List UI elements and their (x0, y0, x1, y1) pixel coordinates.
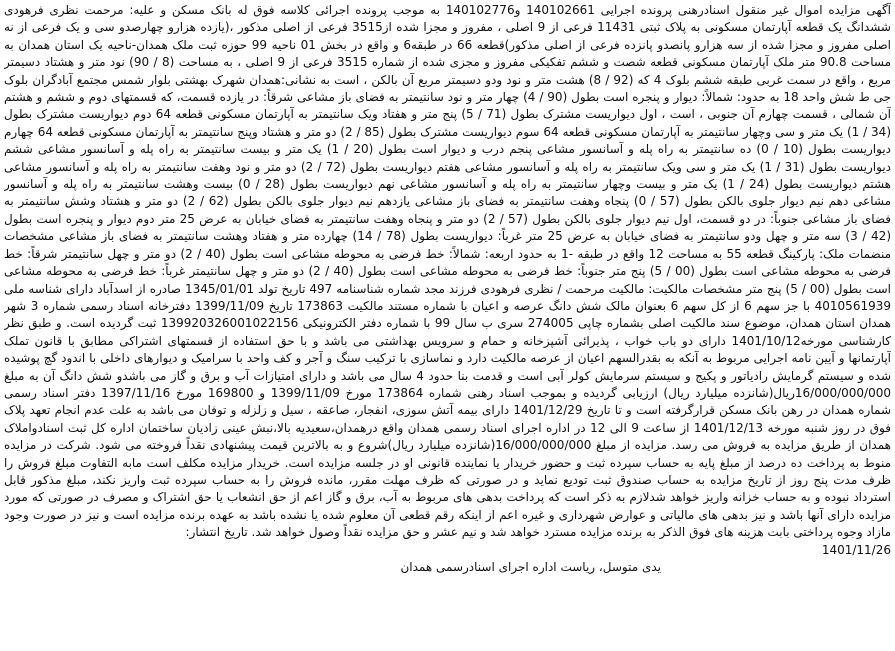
publish-date: 1401/11/26 (821, 542, 891, 557)
notice-body-text: آگهی مزایده اموال غیر منقول اسنادرهنی پرونده اجرایی 140102661 و140102776 به موجب پرونده اجرائی کلاسه فوق له بانک مسکن و علیه: مرحمت نظری فرهودی ششدانگ یک قطعه آپارتمان مسکونی به پلاک ثبتی 11431 فرعی از 9 اصلی ، مفروز و مجزا شده از3515 فرعی از اصلی مذکور ،(یازده هزارو چهارصدو سی و یک فرعی از نه اصلی مفروز و مجزا شده از سه هزارو پانصدو پانزده فرعی از اصلی مذکور)قطعه 66 در طبقه6 و واقع در بخش 01 ناحیه 99 حوزه ثبت ملک همدان-ناحیه یک استان همدان به مساحت 90.8 متر ملک آپارتمان مسکونی قطعه شصت و ششم تفکیکی مفروز و مجزی شده از شماره 3515 فرعی از 9 اصلی ، به مساحت (8 / 90) نود متر و هشتاد دسیمتر مربع ، واقع در سمت غربی طبقه ششم بلوک 4 که (92 / 8) هشت متر و نود ودو دسیمتر مربع آن بالکن ، است به نشانی:همدان شهرک بهشتی بلوار شمس مجتمع آبادگران بلوک جی ط شش واحد 18 به حدود: شمالاً: دیوار و پنجره است بطول (90 / 4) چهار متر و نود سانتیمتر به فضای باز مشاعی شرقاً: در یازده قسمت، که قسمتهای دوم و ششم و هشتم آن شمالی ، قسمت چهارم آن جنوبی ، است ، اول دیواریست مشترک بطول (71 / 5) پنج متر و هفتاد ویک سانتیمتر به آپارتمان مسکونی قطعه 64 دوم دیواریست مشترک بطول (34 / 1) یک متر و سی وچهار سانتیمتر به آپارتمان مسکونی قطعه 64 سوم دیواریست مشترک بطول (85 / 2) دو متر و هشتاد وپنج سانتیمتر به آپارتمان مسکونی قطعه 64 چهارم دیواریست بطول (10 / 0) ده سانتیمتر به راه پله و آسانسور مشاعی پنجم درب و دیوار است بطول (20 / 1) یک متر و بیست سانتیمتر به راه پله و آسانسور مشاعی ششم دیواریست بطول (31 / 1) یک متر و سی ویک سانتیمتر به راه پله و آسانسور مشاعی هفتم دیواریست بطول (72 / 2) دو متر و نود وهفت سانتیمتر به راه پله و آسانسور مشاعی هشتم دیواریست بطول (24 / 1) یک متر و بیست وچهار سانتیمتر به راه پله و آسانسور مشاعی نهم دیواریست بطول (28 / 0) بیست وهشت سانتیمتر به راه پله و آسانسور مشاعی دهم نیم دیوار جلوی بالکن بطول (57 / 0) پنجاه وهفت سانتیمتر به فضای باز مشاعی یازدهم نیم دیوار جلوی بالکن بطول (62 / 2) دو متر و هشتاد وشش سانتیمتر به فضای باز مشاعی جنوباً: در دو قسمت، اول نیم دیوار جلوی بالکن بطول (57 / 2) دو متر و پنجاه وهفت سانتیمتر به فضای خیابان به عرض 25 متر دوم دیوار و پنجره است بطول (42 / 3) سه متر و چهل ودو سانتیمتر به فضای خیابان به عرض 25 متر غرباً: دیواریست بطول (78 / 14) چهارده متر و هفتاد وهشت سانتیمتر به فضای باز مشاعی مشخصات منضمات ملک: پارکینگ قطعه 55 به مساحت 12 واقع در طبقه -1 به حدود اربعه: شمالاً: خط فرضی به محوطه مشاعی است بطول (40 / 2) دو متر و چهل سانتیمتر شرقاً: خط فرضی به محوطه مشاعی است بطول (00 / 5) پنج متر جنوباً: خط فرضی به محوطه مشاعی است بطول (40 / 2) دو متر و چهل سانتیمتر غرباً: خط فرضی به محوطه مشاعی است بطول (00 / 5) پنج متر مشخصات مالکیت: مالکیت مرحمت / نظری فرهودی فرزند مجد شماره شناسنامه 497 تاریخ تولد 1345/01/01 صادره از اسدآباد دارای شناسه ملی 4010561939 با جز سهم 6 از کل سهم 6 بعنوان مالک شش دانگ عرصه و اعیان با شماره مستند مالکیت 173863 تاریخ 1399/11/09 دفترخانه اسناد رسمی شماره 3 شهر همدان استان همدان، موضوع سند مالکیت اصلی بشماره چاپی 274005 سری ب سال 99 با شماره دفتر الکترونیکی 139920326001022156 ثبت گردیده است. و طبق نظر کارشناسی مورخه1401/10/12 دارای دو باب خواب ، پذیرائی آشپزخانه و حمام و سرویس بهداشتی می باشد و با حق استفاده از قسمتهای اشتراکی مطابق با قانون تملک آپارتمانها و آیین نامه اجرایی مربوط به آنکه به بقدرالسهم اعیان از عرصه مالکیت دارد و نماسازی با ترکیب سنگ و آجر و کف واحد با سرامیک و دیوارهای داخلی با اندود گچ پوشیده شده و سیستم گرمایش رادیاتور و پکیج و سیستم سرمایش کولر آبی است و قدمت بنا حدود 4 سال می باشد و دارای امتیازات آب و برق و گاز می باشدو شش دانگ آن به مبلغ 16/000/000/000ریال(شانزده میلیارد ریال) ارزیابی گردیده و بموجب اسناد رهنی شماره 173864 مورخ 1399/11/09 و 169800 مورخ 1397/11/16 دفتر اسناد رسمی شماره همدان در رهن بانک مسکن قرارگرفته است و تا تاریخ 1401/12/29 دارای بیمه آتش سوزی، انفجار، صاعقه ، سیل و زلزله و توفان می باشد به علت عدم انجام تعهد پلاک فوق در روز شنبه مورخه 1401/12/13 از ساعت 9 الی 12 در اداره اجرای اسناد رسمی همدان واقع درهمدان،سعیدیه بالا،نبش عینی زادیان ساختمان اداره کل ثبت اسنادواملاک همدان از طریق مزایده به فروش می رسد. مزایده از مبلغ 16/000/000/000(شانزده میلیارد ریال)شروع و به بالاترین قیمت پیشنهادی نقداً فروخته می شود. شرکت در مزایده منوط به پرداخت ده درصد از مبلغ پایه به حساب سپرده ثبت و حضور خریدار یا نماینده قانونی او در جلسه مزایده است. خریدار مزایده مکلف است مابه التفاوت مبلغ فروش را ظرف مدت پنج روز از تاریخ مزایده به حساب صندوق ثبت تودیع نماید و در صورتی که ظرف مهلت مقرر، مانده فروش را به حساب سپرده ثبت واریز نکند، مبلغ مذکور قابل استرداد نبوده و به حساب خزانه واریز خواهد شدلازم به ذکر است که پرداخت بدهی های مربوط به آب، برق و گاز اعم از حق انشعاب یا حق اشتراک و مصرف در صورتی که مورد مزایده دارای آنها باشد و نیز بدهی های مالیاتی و عوارض شهرداری و غیره اعم از اینکه رقم قطعی آن معلوم شده یا نشده باشد به عهده برنده مزایده است و نیز در صورت وجود مازاد وجوه پرداختی بابت هزینه های فوق الذکر به برنده مزایده مسترد خواهد شد و نیم عشر و حق مزایده نقداً وصول خواهد شد. تاریخ انتشار: (4, 3, 891, 540)
auction-notice (4, 2, 891, 649)
signature-line: یدی متوسل، ریاست اداره اجرای اسنادرسمی همدان (400, 560, 661, 574)
